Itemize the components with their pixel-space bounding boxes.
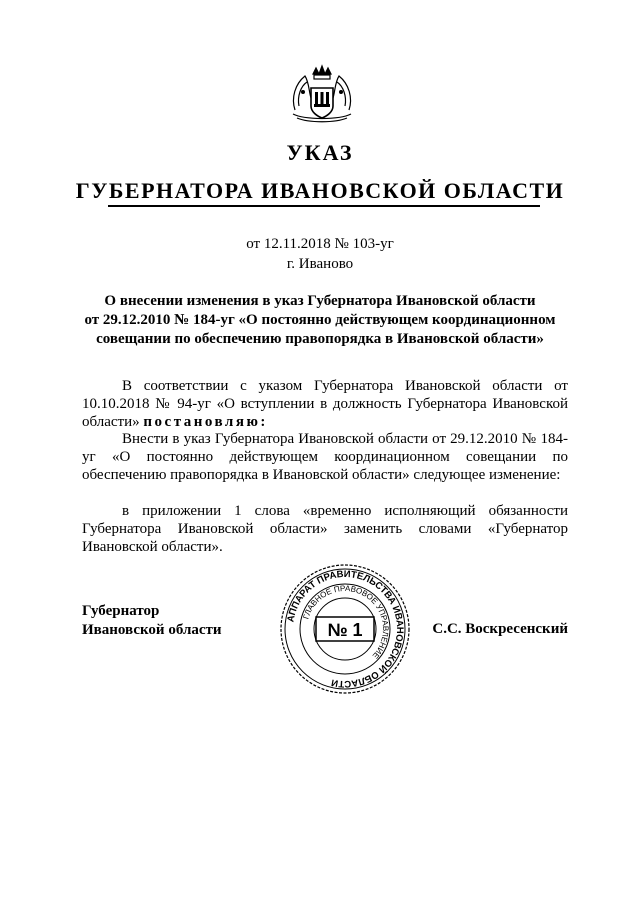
- preamble-paragraph: [82, 377, 568, 431]
- heading-line-3: совещании по обеспечению правопорядка в Ивановской области»: [96, 331, 544, 347]
- preamble-text: В соответствии с указом Губернатора Ивановской области от 10.10.2018 № 94-уг «О вступлении в должность Губернатора Ивановской области»: [82, 378, 568, 430]
- title-underline: [108, 205, 540, 207]
- amendment-paragraph: Внести в указ Губернатора Ивановской области от 29.12.2010 № 184-уг «О постоянно действующем координационном совещании по обеспечению правопорядка в Ивановской области» следующее изменение:: [82, 431, 568, 483]
- decree-heading: [70, 292, 570, 349]
- decree-keyword: постановляю:: [143, 414, 268, 430]
- seal-inner-text: ГЛАВНОЕ ПРАВОВОЕ УПРАВЛЕНИЕ: [301, 583, 391, 661]
- issuer-title: ГУБЕРНАТОРА ИВАНОВСКОЙ ОБЛАСТИ: [75, 178, 565, 203]
- change-paragraph: в приложении 1 слова «временно исполняющий обязанности Губернатора Ивановской области» заменить словами «Губернатор Ивановской области».: [82, 503, 568, 555]
- seal-number: № 1: [327, 620, 363, 640]
- official-seal-icon: [278, 562, 412, 696]
- signer-position: [82, 602, 222, 640]
- heading-line-2: от 29.12.2010 № 184-уг «О постоянно действующем координационном: [84, 312, 556, 328]
- signer-position-line-1: Губернатор: [82, 603, 160, 619]
- seal-outer-text: АППАРАТ ПРАВИТЕЛЬСТВА ИВАНОВСКОЙ ОБЛАСТИ: [285, 568, 406, 690]
- signer-name: С.С. Воскресенский: [432, 621, 568, 637]
- signer-position-line-2: Ивановской области: [82, 622, 222, 638]
- coat-of-arms-icon: [289, 62, 355, 124]
- decree-city: г. Иваново: [286, 256, 354, 272]
- document-type-title: УКАЗ: [286, 140, 354, 165]
- heading-line-1: О внесении изменения в указ Губернатора Ивановской области: [104, 293, 536, 309]
- decree-date-number: от 12.11.2018 № 103-уг: [246, 236, 394, 252]
